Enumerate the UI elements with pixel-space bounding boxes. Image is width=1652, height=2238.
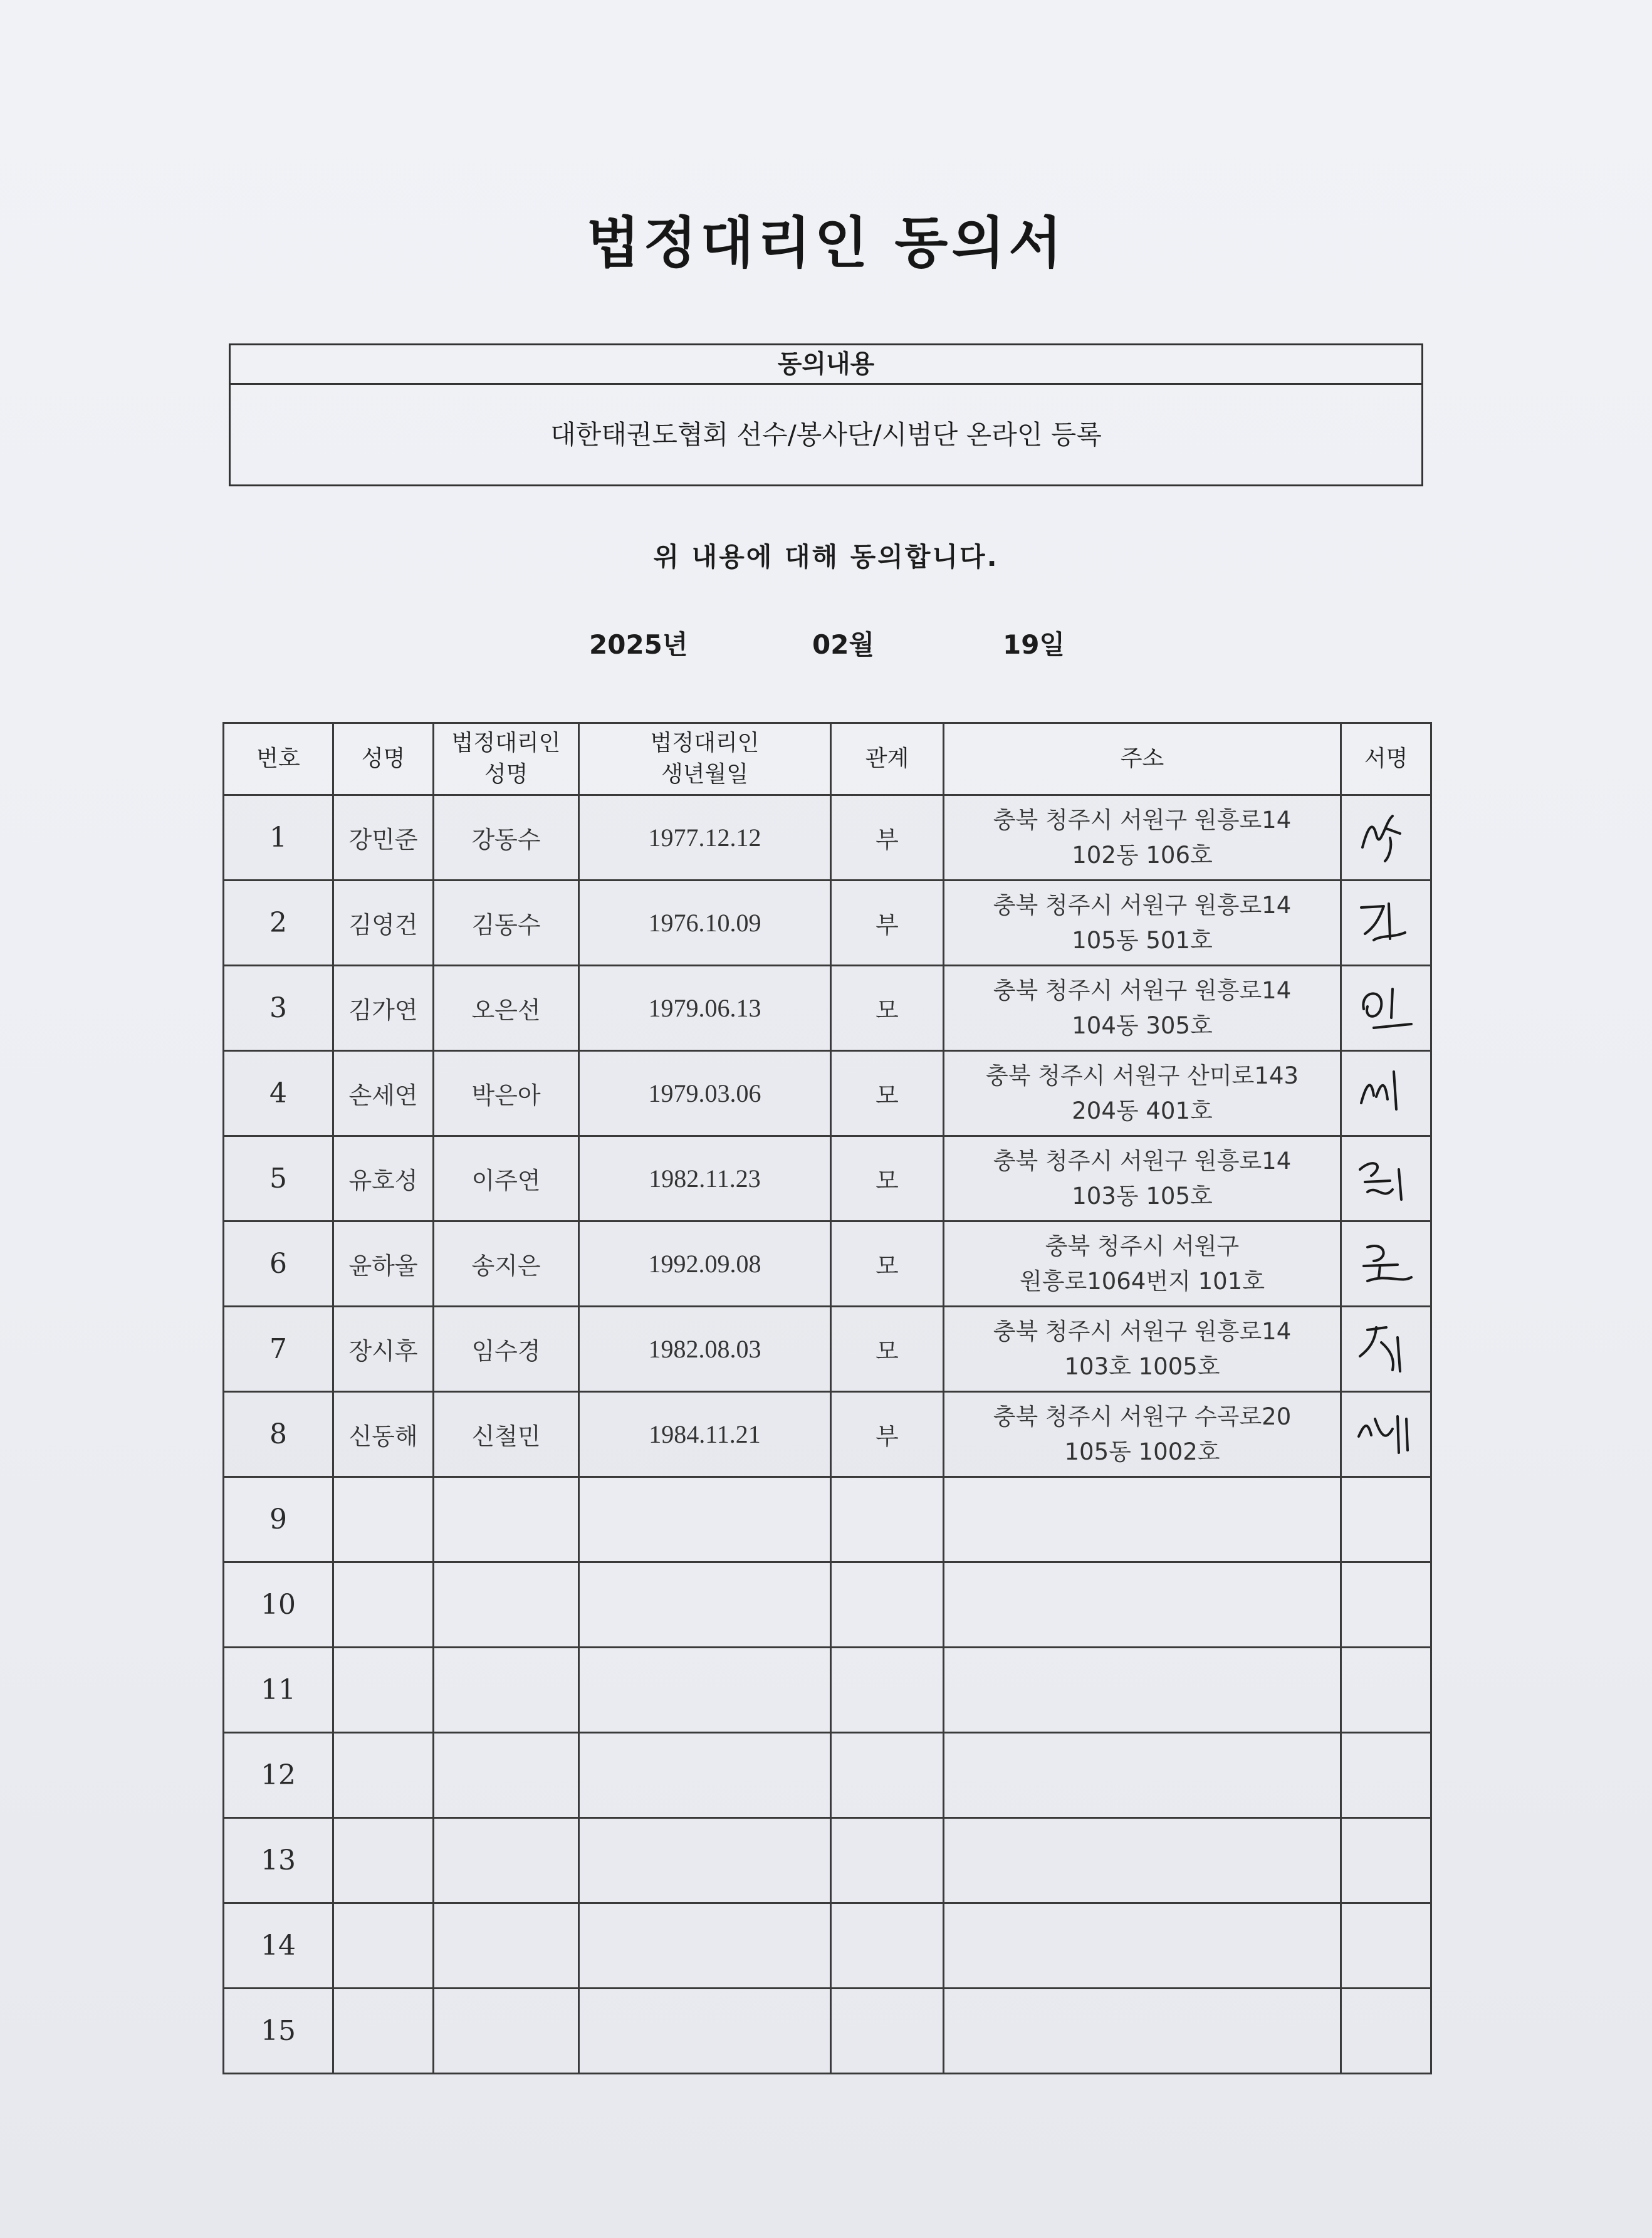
consent-content: 대한태권도협회 선수/봉사단/시범단 온라인 등록 <box>550 419 1102 450</box>
row-signature <box>1341 1221 1431 1307</box>
header-name: 성명 <box>333 723 434 795</box>
row-address-line1: 충북 청주시 서원구 수곡로20 <box>993 1403 1292 1430</box>
row-guardian-name <box>434 1818 579 1903</box>
row-address-line2: 102동 106호 <box>1072 841 1213 869</box>
row-guardian-name <box>434 1648 579 1733</box>
row-relation <box>831 1562 944 1648</box>
handwritten-signature <box>1349 974 1424 1043</box>
registration-table <box>222 722 1432 2074</box>
row-relation: 모 <box>831 1307 944 1392</box>
row-address <box>944 1392 1341 1477</box>
table-row <box>224 1392 1431 1477</box>
header-guardian-name <box>434 723 579 795</box>
row-guardian-name: 임수경 <box>434 1307 579 1392</box>
row-number: 12 <box>224 1733 333 1818</box>
row-relation <box>831 1818 944 1903</box>
header-guardian-birth-line2: 생년월일 <box>661 761 749 787</box>
row-relation: 모 <box>831 1051 944 1136</box>
handwritten-signature <box>1349 889 1424 958</box>
row-address <box>944 1733 1341 1818</box>
handwritten-signature <box>1349 1400 1424 1469</box>
handwritten-signature <box>1349 1059 1424 1128</box>
row-name: 김가연 <box>333 966 434 1051</box>
row-address <box>944 881 1341 966</box>
row-address <box>944 1562 1341 1648</box>
row-guardian-name: 오은선 <box>434 966 579 1051</box>
table-header-row <box>224 723 1431 795</box>
table-row <box>224 795 1431 881</box>
row-address-line2: 원흥로1064번지 101호 <box>1020 1267 1265 1295</box>
header-guardian-birth-line1: 법정대리인 <box>650 730 760 756</box>
table-row <box>224 1307 1431 1392</box>
row-address <box>944 1477 1341 1562</box>
row-number: 14 <box>224 1903 333 1989</box>
row-address <box>944 1051 1341 1136</box>
row-guardian-birth: 1984.11.21 <box>579 1392 831 1477</box>
row-signature <box>1341 1903 1431 1989</box>
row-number: 7 <box>224 1307 333 1392</box>
row-name: 장시후 <box>333 1307 434 1392</box>
row-signature <box>1341 1477 1431 1562</box>
row-signature <box>1341 1392 1431 1477</box>
row-address <box>944 1903 1341 1989</box>
row-name: 신동해 <box>333 1392 434 1477</box>
row-name <box>333 1733 434 1818</box>
table-row <box>224 1648 1431 1733</box>
date-day: 19일 <box>1003 629 1065 660</box>
table-row <box>224 1733 1431 1818</box>
row-guardian-birth: 1979.03.06 <box>579 1051 831 1136</box>
table-row <box>224 966 1431 1051</box>
row-number: 10 <box>224 1562 333 1648</box>
row-guardian-birth: 1979.06.13 <box>579 966 831 1051</box>
row-guardian-name <box>434 1733 579 1818</box>
row-address <box>944 795 1341 881</box>
header-relation: 관계 <box>831 723 944 795</box>
consent-header: 동의내용 <box>231 345 1421 385</box>
row-relation <box>831 1648 944 1733</box>
handwritten-signature <box>1349 1144 1424 1213</box>
row-address <box>944 1307 1341 1392</box>
header-guardian-name-line2: 성명 <box>484 761 528 787</box>
table-row <box>224 1989 1431 2074</box>
row-name: 윤하울 <box>333 1221 434 1307</box>
row-guardian-name <box>434 1477 579 1562</box>
row-signature <box>1341 1648 1431 1733</box>
row-number: 6 <box>224 1221 333 1307</box>
row-address-line2: 103호 1005호 <box>1064 1352 1220 1380</box>
row-guardian-birth: 1982.08.03 <box>579 1307 831 1392</box>
row-address-line2: 104동 305호 <box>1072 1012 1213 1039</box>
header-guardian-birth <box>579 723 831 795</box>
row-address-line1: 충북 청주시 서원구 원흥로14 <box>993 806 1292 834</box>
row-address <box>944 966 1341 1051</box>
row-guardian-birth <box>579 1989 831 2074</box>
row-number: 2 <box>224 881 333 966</box>
row-guardian-birth <box>579 1818 831 1903</box>
handwritten-signature <box>1349 803 1424 872</box>
header-address: 주소 <box>944 723 1341 795</box>
row-signature <box>1341 881 1431 966</box>
row-address-line1: 충북 청주시 서원구 산미로143 <box>985 1062 1299 1089</box>
row-guardian-name: 송지은 <box>434 1221 579 1307</box>
row-number: 13 <box>224 1818 333 1903</box>
row-guardian-name: 강동수 <box>434 795 579 881</box>
row-address-line1: 충북 청주시 서원구 원흥로14 <box>993 976 1292 1004</box>
row-address-line1: 충북 청주시 서원구 원흥로14 <box>993 1317 1292 1345</box>
row-signature <box>1341 1818 1431 1903</box>
table-row <box>224 1051 1431 1136</box>
row-guardian-birth: 1982.11.23 <box>579 1136 831 1221</box>
row-name: 김영건 <box>333 881 434 966</box>
table-row <box>224 1903 1431 1989</box>
row-guardian-birth <box>579 1903 831 1989</box>
row-address-line1: 충북 청주시 서원구 원흥로14 <box>993 1147 1292 1174</box>
row-name <box>333 1903 434 1989</box>
row-guardian-name <box>434 1562 579 1648</box>
row-guardian-birth: 1977.12.12 <box>579 795 831 881</box>
row-signature <box>1341 1051 1431 1136</box>
row-guardian-name: 이주연 <box>434 1136 579 1221</box>
table-row <box>224 1818 1431 1903</box>
row-guardian-name: 김동수 <box>434 881 579 966</box>
header-signature: 서명 <box>1341 723 1431 795</box>
handwritten-signature <box>1349 1230 1424 1299</box>
table-row <box>224 1221 1431 1307</box>
row-signature <box>1341 1989 1431 2074</box>
row-name <box>333 1562 434 1648</box>
row-name: 손세연 <box>333 1051 434 1136</box>
row-relation <box>831 1903 944 1989</box>
row-relation: 부 <box>831 1392 944 1477</box>
row-relation <box>831 1733 944 1818</box>
row-signature <box>1341 1562 1431 1648</box>
row-address <box>944 1221 1341 1307</box>
row-guardian-birth: 1992.09.08 <box>579 1221 831 1307</box>
row-guardian-birth: 1976.10.09 <box>579 881 831 966</box>
row-name <box>333 1648 434 1733</box>
row-signature <box>1341 1733 1431 1818</box>
header-guardian-name-line1: 법정대리인 <box>451 730 561 756</box>
row-address <box>944 1989 1341 2074</box>
row-name: 강민준 <box>333 795 434 881</box>
row-relation: 부 <box>831 881 944 966</box>
row-address-line2: 103동 105호 <box>1072 1182 1213 1210</box>
row-relation <box>831 1477 944 1562</box>
row-signature <box>1341 966 1431 1051</box>
row-name: 유호성 <box>333 1136 434 1221</box>
row-number: 9 <box>224 1477 333 1562</box>
row-guardian-name <box>434 1903 579 1989</box>
row-guardian-name: 신철민 <box>434 1392 579 1477</box>
table-row <box>224 1477 1431 1562</box>
row-guardian-birth <box>579 1477 831 1562</box>
table-row <box>224 881 1431 966</box>
row-address <box>944 1648 1341 1733</box>
row-number: 1 <box>224 795 333 881</box>
handwritten-signature <box>1349 1315 1424 1384</box>
row-number: 5 <box>224 1136 333 1221</box>
header-no: 번호 <box>224 723 333 795</box>
document-title: 법정대리인 동의서 <box>586 211 1066 275</box>
consent-box <box>229 343 1423 486</box>
row-guardian-birth <box>579 1648 831 1733</box>
row-number: 8 <box>224 1392 333 1477</box>
row-guardian-name: 박은아 <box>434 1051 579 1136</box>
row-address-line1: 충북 청주시 서원구 <box>1045 1232 1240 1260</box>
row-address-line2: 105동 1002호 <box>1064 1438 1220 1465</box>
row-name <box>333 1818 434 1903</box>
date-month: 02월 <box>812 629 875 660</box>
row-number: 4 <box>224 1051 333 1136</box>
row-signature <box>1341 795 1431 881</box>
row-guardian-birth <box>579 1562 831 1648</box>
row-number: 15 <box>224 1989 333 2074</box>
row-relation: 모 <box>831 1221 944 1307</box>
table-row <box>224 1562 1431 1648</box>
agreement-statement: 위 내용에 대해 동의합니다. <box>653 541 999 572</box>
row-address <box>944 1136 1341 1221</box>
row-guardian-birth <box>579 1733 831 1818</box>
row-address-line2: 204동 401호 <box>1072 1097 1213 1124</box>
row-name <box>333 1989 434 2074</box>
row-signature <box>1341 1307 1431 1392</box>
row-relation <box>831 1989 944 2074</box>
date-year: 2025년 <box>589 629 688 660</box>
row-relation: 모 <box>831 966 944 1051</box>
row-address-line2: 105동 501호 <box>1072 926 1213 954</box>
row-number: 11 <box>224 1648 333 1733</box>
row-relation: 부 <box>831 795 944 881</box>
row-name <box>333 1477 434 1562</box>
row-address-line1: 충북 청주시 서원구 원흥로14 <box>993 891 1292 919</box>
row-relation: 모 <box>831 1136 944 1221</box>
table-row <box>224 1136 1431 1221</box>
row-signature <box>1341 1136 1431 1221</box>
row-guardian-name <box>434 1989 579 2074</box>
row-number: 3 <box>224 966 333 1051</box>
row-address <box>944 1818 1341 1903</box>
